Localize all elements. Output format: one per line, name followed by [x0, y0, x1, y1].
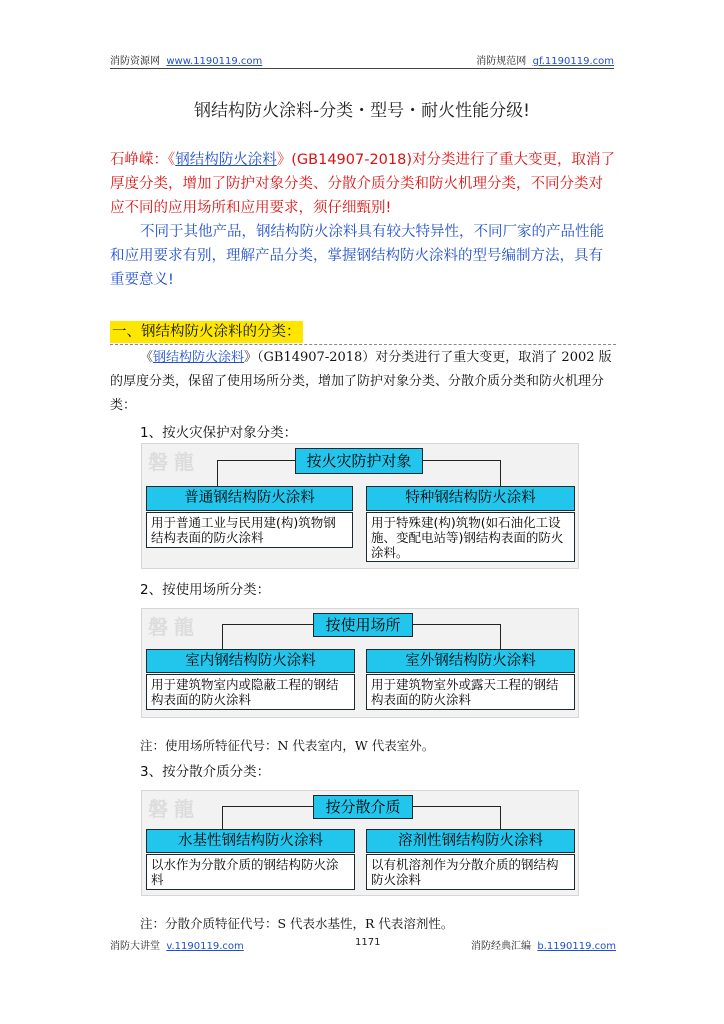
- diagram-dispersion-medium: [141, 790, 579, 896]
- page-number: 1171: [355, 937, 381, 948]
- diagram-top-box: 按使用场所: [313, 613, 413, 637]
- intro-blue-paragraph: 不同于其他产品，钢结构防火涂料具有较大特异性，不同厂家的产品性能和应用要求有别，理解产品分类，掌握钢结构防火涂料的型号编制方法，具有重要意义!: [110, 224, 604, 288]
- note-usage-location: 注：使用场所特征代号：N 代表室内，W 代表室外。: [140, 738, 435, 753]
- connector-right: [500, 806, 501, 829]
- section-para-rest: 》（GB14907-2018）对分类进行了重大变更，取消了 2002 版的厚度分类，保留了使用场所分类，增加了防护对象分类、分散介质分类和防火机理分类：: [110, 350, 612, 413]
- category-left: 普通钢结构防火涂料: [146, 486, 353, 511]
- connector-right: [500, 624, 501, 649]
- connector-right-h: [413, 624, 500, 625]
- footer-left-label: 消防大讲堂: [110, 941, 160, 952]
- footer-right-link[interactable]: b.1190119.com: [537, 941, 616, 952]
- connector-left: [217, 460, 218, 486]
- header-divider: [110, 68, 614, 69]
- intro-book-link[interactable]: 钢结构防火涂料: [175, 152, 277, 168]
- page-header: [110, 52, 614, 68]
- category-right: 室外钢结构防火涂料: [366, 649, 575, 673]
- footer-right-label: 消防经典汇编: [471, 941, 532, 952]
- subheading-dispersion-medium: 3、按分散介质分类：: [140, 764, 271, 780]
- page-footer: [110, 937, 616, 953]
- intro-red-paragraph: [110, 148, 616, 220]
- diagram-usage-location: [141, 608, 579, 718]
- watermark-logo: 磐龍: [148, 450, 200, 474]
- connector-right-h: [413, 806, 500, 807]
- subheading-protection-object: 1、按火灾保护对象分类：: [140, 425, 298, 441]
- description-left: 用于建筑物室内或隐蔽工程的钢结构表面的防火涂料: [146, 674, 355, 710]
- header-left: [110, 52, 262, 67]
- footer-left: [110, 937, 244, 952]
- header-right: [476, 52, 614, 67]
- section-heading: 一、钢结构防火涂料的分类：: [110, 321, 303, 343]
- page-title: 钢结构防火涂料-分类・型号・耐火性能分级!: [194, 101, 530, 121]
- footer-left-link[interactable]: v.1190119.com: [166, 941, 244, 952]
- section-paragraph: [110, 346, 618, 418]
- connector-left-h: [217, 460, 295, 461]
- diagram-top-box: 按火灾防护对象: [295, 448, 423, 474]
- header-right-label: 消防规范网: [476, 56, 527, 67]
- header-left-label: 消防资源网: [110, 56, 160, 67]
- intro-red-prefix: 石峥嵘：《: [110, 152, 176, 168]
- connector-left: [222, 806, 223, 829]
- connector-left-h: [222, 624, 313, 625]
- watermark-logo: 磐龍: [148, 615, 200, 639]
- subheading-usage-location: 2、按使用场所分类：: [140, 582, 271, 598]
- intro-red-rest: 》(GB14907-2018)对分类进行了重大变更，取消了厚度分类，增加了防护对象分类、分散介质分类和防火机理分类，不同分类对应不同的应用场所和应用要求，须仔细甄别!: [110, 152, 616, 216]
- section-book-link[interactable]: 钢结构防火涂料: [153, 350, 245, 365]
- category-left: 室内钢结构防火涂料: [146, 649, 355, 673]
- connector-right: [500, 460, 501, 486]
- category-right: 溶剂性钢结构防火涂料: [366, 829, 575, 853]
- category-left: 水基性钢结构防火涂料: [146, 829, 355, 853]
- header-left-link[interactable]: www.1190119.com: [166, 56, 263, 67]
- connector-left-h: [222, 806, 313, 807]
- description-left: 以水作为分散介质的钢结构防火涂料: [146, 854, 355, 890]
- section-para-prefix: 《: [140, 350, 154, 365]
- diagram-top-box: 按分散介质: [313, 795, 413, 819]
- category-right: 特种钢结构防火涂料: [366, 486, 575, 511]
- description-right: 以有机溶剂作为分散介质的钢结构防火涂料: [366, 854, 575, 890]
- description-right: 用于建筑物室外或露天工程的钢结构表面的防火涂料: [366, 674, 575, 710]
- footer-right: [471, 937, 616, 952]
- note-dispersion-medium: 注：分散介质特征代号：S 代表水基性，R 代表溶剂性。: [140, 916, 454, 931]
- connector-right-h: [423, 460, 500, 461]
- diagram-protection-object: [141, 443, 579, 569]
- watermark-logo: 磐龍: [148, 797, 200, 821]
- description-right: 用于特殊建(构)筑物(如石油化工设施、变配电站等)钢结构表面的防火涂料。: [366, 512, 575, 562]
- header-right-link[interactable]: gf.1190119.com: [532, 56, 614, 67]
- description-left: 用于普通工业与民用建(构)筑物钢结构表面的防火涂料: [146, 512, 353, 548]
- connector-left: [222, 624, 223, 649]
